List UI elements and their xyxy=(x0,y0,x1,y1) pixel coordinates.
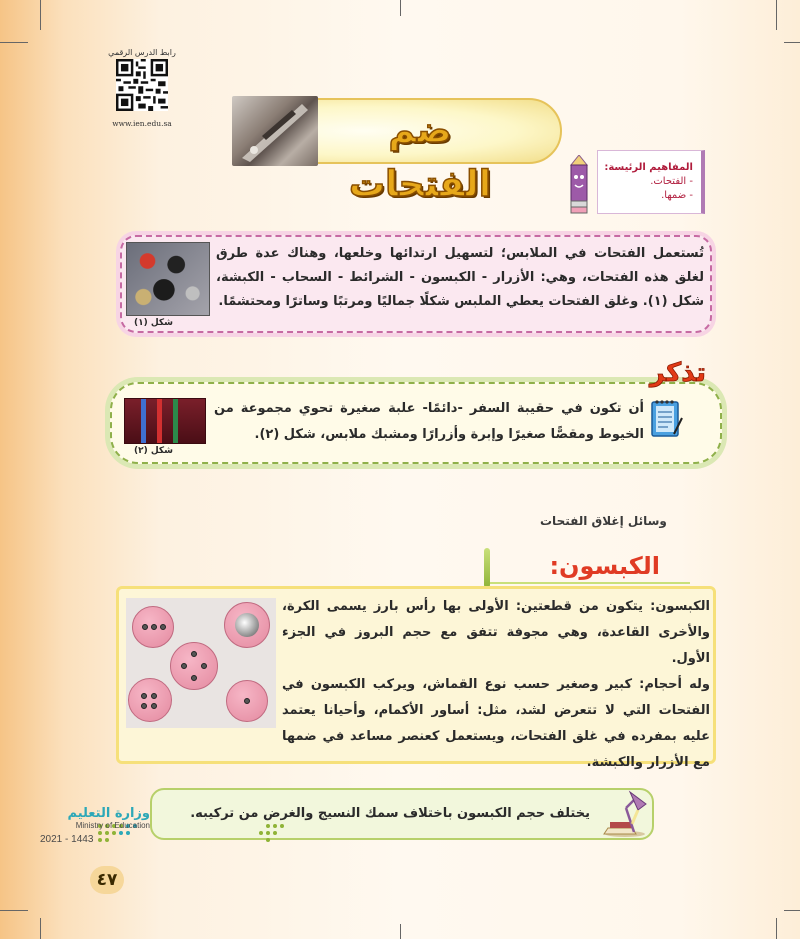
figure-caption: شكل (١) xyxy=(134,318,173,328)
snap-disc xyxy=(132,606,174,648)
sewing-kit-photo xyxy=(124,398,206,444)
snap-disc xyxy=(170,642,218,690)
intro-paragraph: تُستعمل الفتحات في الملابس؛ لتسهيل ارتدائها وخلعها، وهناك عدة طرق لغلق هذه الفتحات، وهي: الأزرار - الكبسون - الشرائط - السحاب - الكبشة، شكل (١). وغلق الفتحات يعطي الملبس شكلًا جماليًا ومرتبًا وساترًا ومحتشمًا. xyxy=(216,246,704,309)
note-text: يختلف حجم الكبسون باختلاف سمك النسيج والغرض من تركيبه. xyxy=(190,806,590,821)
snaps-heading: الكبسون: xyxy=(549,552,660,580)
figure-caption: شكل (٢) xyxy=(134,446,173,456)
qr-label: رابط الدرس الرقمي xyxy=(108,48,176,57)
section-label: وسائل إغلاق الفتحات xyxy=(540,514,667,528)
crop-mark xyxy=(400,0,401,16)
crop-mark xyxy=(400,924,401,939)
crop-mark xyxy=(776,0,777,30)
ministry-name-en: Ministry of Education xyxy=(75,821,150,830)
sewing-photo-icon xyxy=(232,96,318,166)
snap-disc xyxy=(128,678,172,722)
snap-disc xyxy=(226,680,268,722)
remember-paragraph: أن تكون في حقيبة السفر -دائمًا- علبة صغيرة تحوي مجموعة من الخيوط ومقصًّا صغيرًا وإبرة وأزرارًا ومشبك ملابس، شكل (٢). xyxy=(214,401,644,442)
ministry-year: 2021 - 1443 xyxy=(40,834,94,845)
crop-mark xyxy=(784,42,800,43)
key-concept-item: - الفتحات. xyxy=(650,176,693,187)
key-concepts-box xyxy=(597,150,705,214)
notepad-icon xyxy=(648,396,684,440)
crop-mark xyxy=(40,0,41,30)
crop-mark xyxy=(0,42,28,43)
ministry-name-ar: وزارة التعليم xyxy=(67,806,150,821)
crop-mark xyxy=(784,910,800,911)
snaps-paragraph: الكبسون: يتكون من قطعتين: الأولى بها رأس بارز يسمى الكرة، والأخرى القاعدة، وهي مجوفة تتفق مع حجم البروز في الجزء الأول. xyxy=(282,599,710,666)
title-photo xyxy=(232,96,318,166)
remember-heading: تذكر xyxy=(649,358,706,388)
pencil-icon xyxy=(565,155,593,215)
snaps-description xyxy=(282,594,710,776)
qr-code-icon[interactable] xyxy=(116,59,168,111)
snaps-photo xyxy=(126,598,276,728)
fasteners-photo xyxy=(126,242,210,316)
qr-url[interactable]: www.ien.edu.sa xyxy=(112,119,172,128)
key-concepts-heading: المفاهيم الرئيسة: xyxy=(604,162,693,173)
ministry-logo xyxy=(40,806,150,845)
page-title: ضم الفتحات xyxy=(348,110,492,205)
key-concept-item: - ضمها. xyxy=(661,190,693,201)
digital-lesson-link[interactable] xyxy=(100,48,184,128)
crop-mark xyxy=(0,910,28,911)
snap-disc xyxy=(224,602,270,648)
page-number: ٤٧ xyxy=(90,866,124,894)
snaps-paragraph: وله أحجام: كبير وصغير حسب نوع القماش، ويركب الكبسون في الفتحات التي لا تتعرض لشد، مثل: أساور الأكمام، وأحيانا يعتمد عليه بمفرده في غلق الفتحات، ويستعمل كعنصر مساعد في ضمها مع الأزرار والكبشة. xyxy=(282,677,710,770)
crop-mark xyxy=(40,918,41,939)
crop-mark xyxy=(776,918,777,939)
desk-lamp-icon xyxy=(602,790,648,838)
